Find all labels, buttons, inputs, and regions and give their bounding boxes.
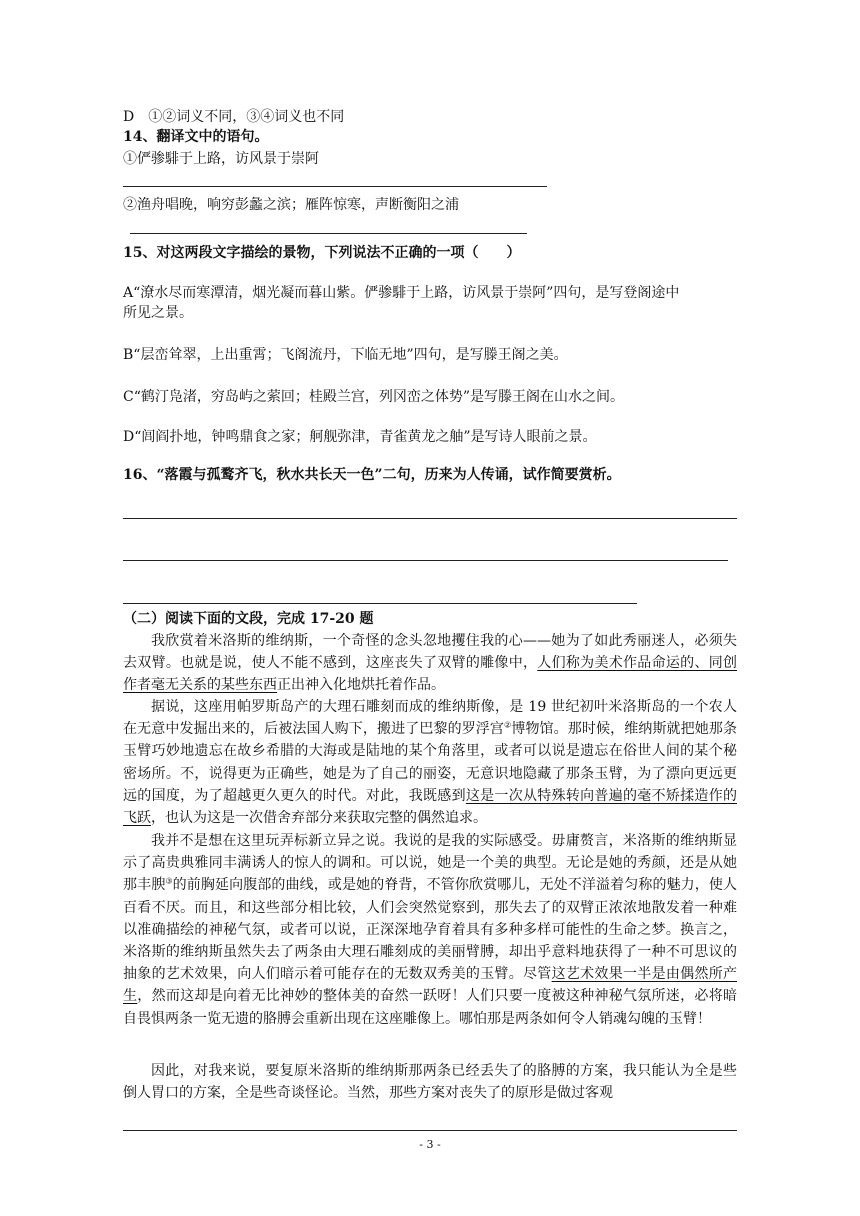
- underlined-phrase: 这是一次从特殊转向普遍的毫不矫揉造作的飞跃: [123, 787, 738, 827]
- paragraph-text: 据说，这座用帕罗斯岛产的大理石雕刻而成的维纳斯像，是 19 世纪初叶米洛斯岛的一个农人在无意中发掘出来的，后被法国人购下，搬进了巴黎的罗浮宫: [123, 699, 737, 738]
- footnote-marker: ②: [504, 720, 512, 730]
- paragraph-text: ，然而这却是向着无比神妙的整体美的奋然一跃呀！人们只要一度被这种神秘气氛所迷，必将暗自畏惧两条一览无遗的胳膊会重新出现在这座雕像上。哪怕那是两条如何令人销魂勾魄的玉臂！: [123, 988, 738, 1027]
- q15-option-b: B“层峦耸翠，上出重霄；飞阁流丹，下临无地”四句，是写滕王阁之美。: [123, 347, 568, 363]
- q16-answer-line-1: [123, 518, 737, 519]
- underlined-phrase: 人们称为美术作品命运的、同创作者毫无关系的某些东西: [123, 655, 738, 694]
- paragraph-text: ，也认为这是一次借舍弃部分来获取完整的偶然追求。: [151, 810, 487, 827]
- q16-answer-line-2: [123, 560, 728, 561]
- q15-option-c: C“鹤汀凫渚，穷岛屿之萦回；桂殿兰宫，列冈峦之体势”是写滕王阁在山水之间。: [123, 389, 625, 405]
- q14-sentence-2: ②渔舟唱晚，响穷彭蠡之滨；雁阵惊寒，声断衡阳之浦: [123, 197, 459, 213]
- q14-sentence-1: ①俨骖騑于上路，访风景于崇阿: [123, 151, 319, 167]
- paragraph-text: 我并不是想在这里玩弄标新立异之说。我说的是我的实际感受。毋庸赘言，米洛斯的维纳斯显示了高贵典雅同丰满诱人的惊人的调和。可以说，她是一个美的典型。无论是她的秀颜，还是从她那丰腴: [123, 833, 737, 894]
- q15-option-a-line2: 所见之景。: [123, 305, 193, 321]
- q14-answer-line-1: [123, 186, 547, 187]
- page-number: - 3 -: [419, 1138, 441, 1151]
- paragraph-text: 我欣赏着米洛斯的维纳斯，一个奇怪的念头忽地攫住我的心——她为了如此秀丽迷人，必须失去双臂。也就是说，使人不能不感到，这座丧失了双臂的雕像中，: [123, 633, 737, 672]
- paragraph-text: 博物馆。那时候，维纳斯就把她那条玉臂巧妙地遗忘在故乡希腊的大海或是陆地的某个角落里，或者可以说是遗忘在俗世人间的某个秘密场所。不，说得更为正确些，她是为了自己的丽姿，无意识地隐藏了那条玉臂，为了漂向更远更远的国度，为了超越更久更久的时代。对此，我既感到: [123, 721, 738, 804]
- underlined-phrase: 这艺术效果一半是由偶然所产生: [123, 966, 738, 1005]
- paragraph-text: 的前胸延向腹部的曲线，或是她的脊背，不管你欣赏哪儿，无处不洋溢着匀称的魅力，使人百看不厌。而且，和这些部分相比较，人们会突然觉察到，那失去了的双臂正浓浓地散发着一种难以准确描绘的神秘气氛，或者可以说，正深深地孕育着具有多种多样可能性的生命之梦。换言之，米洛斯的维纳斯虽然失去了两条由大理石雕刻成的美丽臂膊，却出乎意料地获得了一种不可思议的抽象的艺术效果，向人们暗示着可能存在的无数双秀美的玉臂。尽管: [123, 877, 738, 983]
- q15-option-d: D“闾阎扑地，钟鸣鼎食之家；舸舰弥津，青雀黄龙之舳”是写诗人眼前之景。: [123, 429, 597, 445]
- section2-title: （二）阅读下面的文段，完成 17-20 题: [123, 611, 374, 627]
- passage-paragraph-4: 因此，对我来说，要复原米洛斯的维纳斯那两条已经丢失了的胳膊的方案，我只能认为全是些倒人胃口的方案，全是些奇谈怪论。当然，那些方案对丧失了的原形是做过客观: [123, 1063, 737, 1102]
- q14-title: 14、翻译文中的语句。: [123, 129, 269, 145]
- passage-paragraph-3: [123, 830, 737, 1030]
- paragraph-text: 正出神入化地烘托着作品。: [277, 677, 445, 694]
- q15-title: 15、对这两段文字描绘的景物，下列说法不正确的一项（ ）: [123, 245, 521, 261]
- footnote-marker: ③: [165, 876, 173, 886]
- q13-option-d: D ①②词义不同，③④词义也不同: [123, 109, 345, 125]
- q15-option-a-line1: A“潦水尽而寒潭清，烟光凝而暮山紫。俨骖騑于上路，访风景于崇阿”四句，是写登阁途中: [123, 285, 680, 301]
- passage-paragraph-1: [123, 630, 737, 697]
- passage-paragraph-2: [123, 696, 737, 829]
- q16-title: 16、“落霞与孤鹜齐飞，秋水共长天一色”二句，历来为人传诵，试作简要赏析。: [123, 467, 621, 483]
- q16-answer-line-3: [123, 603, 637, 604]
- footer-rule: [123, 1130, 737, 1131]
- q14-answer-line-2: [130, 233, 527, 234]
